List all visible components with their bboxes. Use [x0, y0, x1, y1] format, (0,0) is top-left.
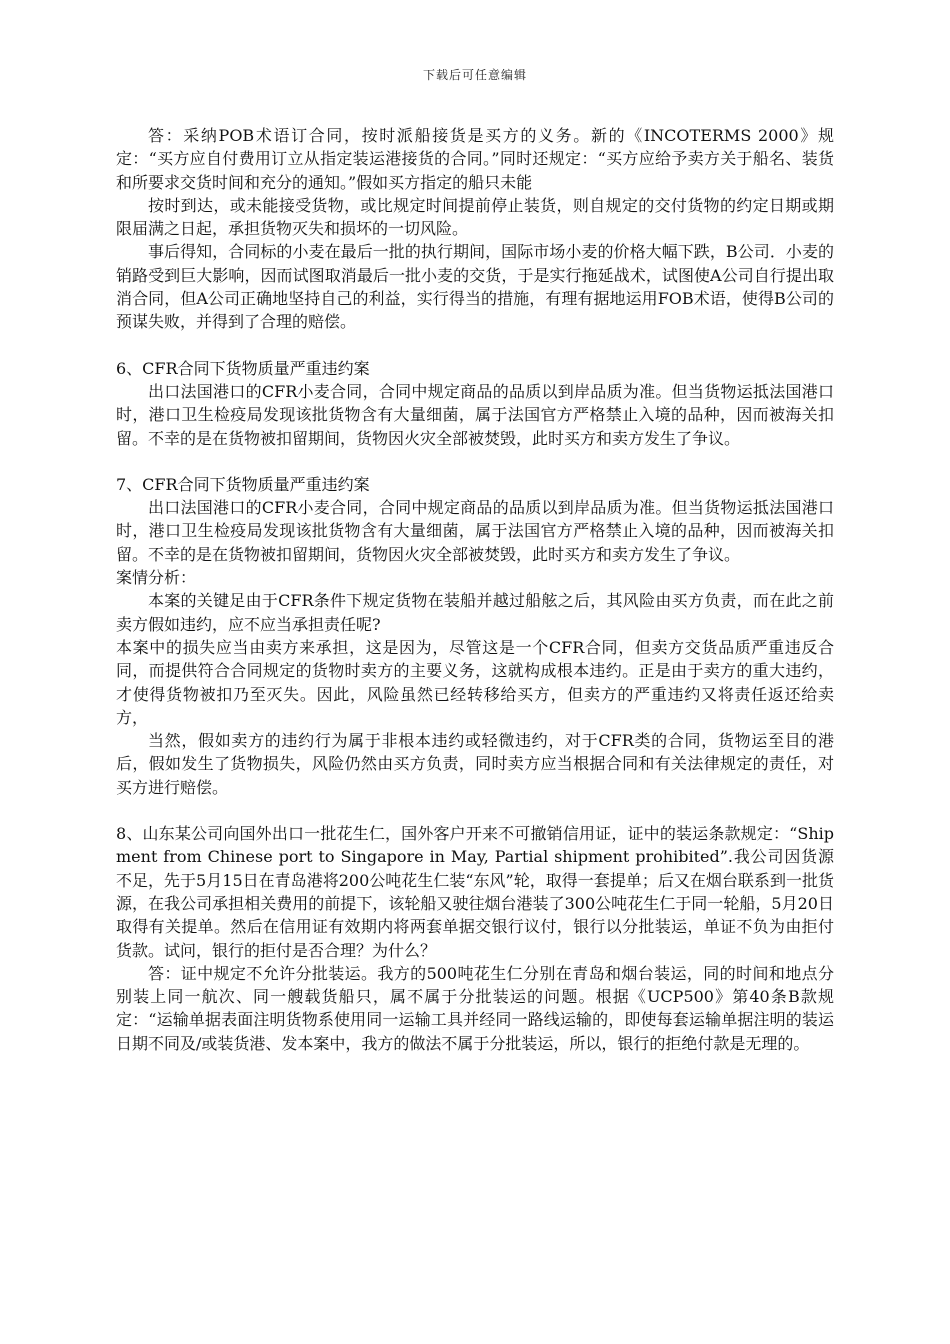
- case-8-answer: 答：证中规定不允许分批装运。我方的500吨花生仁分别在青岛和烟台装运，同的时间和地点分别装上同一航次、同一艘载货船只，属不属于分批装运的问题。根据《UCP500》第40条B款规定：“运输单据表面注明货物系使用同一运输工具并经同一路线运输的，即使每套运输单据注明的装运日期不同及/或装货港、发本案中，我方的做法不属于分批装运，所以，银行的拒绝付款是无理的。: [116, 963, 834, 1053]
- answer-paragraph-risk: 按时到达，或未能接受货物，或比规定时间提前停止装货，则自规定的交付货物的约定日期或期限届满之日起，承担货物灭失和损坏的一切风险。: [116, 195, 834, 239]
- case-8-description: 8、山东某公司向国外出口一批花生仁，国外客户开来不可撤销信用证，证中的装运条款规定：“Shipment from Chinese port to Singapore in May, Partial shipment prohibited”.我公司因货源不足，先于5月15日在青岛港将200公吨花生仁装“东风”轮，取得一套提单；后又在烟台联系到一批货源，在我公司承担相关费用的前提下，该轮船又驶往烟台港装了300公吨花生仁于同一轮船，5月20日取得有关提单。然后在信用证有效期内将两套单据交银行议付，银行以分批装运，单证不负为由拒付货款。试问，银行的拒付是否合理？为什么？: [116, 824, 834, 960]
- case-7-heading: 7、CFR合同下货物质量严重违约案: [116, 474, 370, 494]
- case-6-heading: 6、CFR合同下货物质量严重违约案: [116, 358, 370, 378]
- case-analysis-conclusion: 当然，假如卖方的违约行为属于非根本违约或轻微违约，对于CFR类的合同，货物运至目的港后，假如发生了货物损失，风险仍然由买方负责，同时卖方应当根据合同和有关法律规定的责任，对买方进行赔偿。: [116, 731, 834, 797]
- page-header: 下载后可任意编辑: [422, 68, 527, 82]
- document-body: [116, 124, 834, 1055]
- answer-paragraph-fob: 答：采纳POB术语订合同，按时派船接货是买方的义务。新的《INCOTERMS 2000》规定：“买方应自付费用订立从指定装运港接货的合同。”同时还规定：“买方应给予卖方关于船名、装货和所要求交货时间和充分的通知。”假如买方指定的船只未能: [116, 126, 834, 192]
- case-7-description: 出口法国港口的CFR小麦合同，合同中规定商品的品质以到岸品质为准。但当货物运抵法国港口时，港口卫生检疫局发现该批货物含有大量细菌，属于法国官方严格禁止入境的品种，因而被海关扣留。不幸的是在货物被扣留期间，货物因火灾全部被焚毁，此时买方和卖方发生了争议。: [116, 498, 834, 564]
- result-paragraph: 事后得知，合同标的小麦在最后一批的执行期间，国际市场小麦的价格大幅下跌，B公司．小麦的销路受到巨大影响，因而试图取消最后一批小麦的交货，于是实行拖延战术，试图使A公司自行提出取消合同，但A公司正确地坚持自己的利益，实行得当的措施，有理有据地运用FOB术语，使得B公司的预谋失败，并得到了合理的赔偿。: [116, 242, 834, 332]
- case-analysis-answer: 本案中的损失应当由卖方来承担，这是因为，尽管这是一个CFR合同，但卖方交货品质严重违反合同，而提供符合合同规定的货物时卖方的主要义务，这就构成根本违约。正是由于卖方的重大违约，才使得货物被扣乃至灭失。因此，风险虽然已经转移给买方，但卖方的严重违约又将责任返还给卖方，: [116, 637, 834, 727]
- case-analysis-heading: 案情分析：: [116, 568, 197, 588]
- case-6-description: 出口法国港口的CFR小麦合同，合同中规定商品的品质以到岸品质为准。但当货物运抵法国港口时，港口卫生检疫局发现该批货物含有大量细菌，属于法国官方严格禁止入境的品种，因而被海关扣留。不幸的是在货物被扣留期间，货物因火灾全部被焚毁，此时买方和卖方发生了争议。: [116, 381, 834, 448]
- case-analysis-question: 本案的关键足由于CFR条件下规定货物在装船并越过船舷之后，其风险由买方负责，而在此之前卖方假如违约，应不应当承担责任呢?: [116, 591, 834, 634]
